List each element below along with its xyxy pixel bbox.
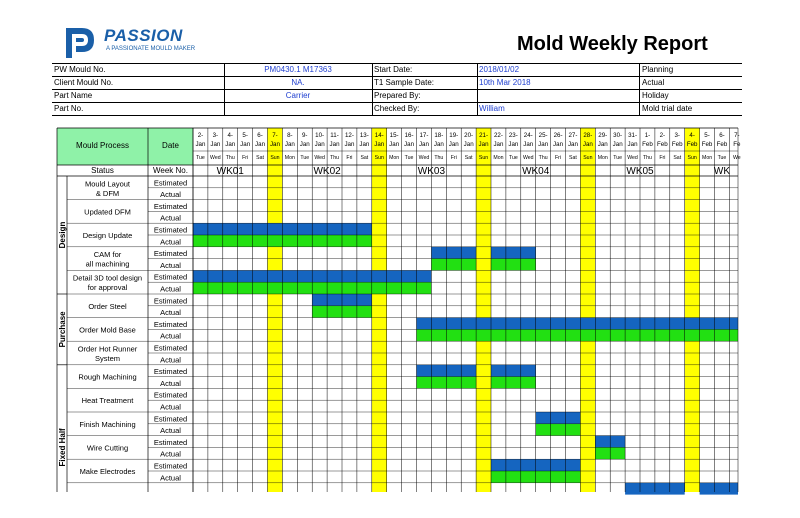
date-month: Jan (597, 141, 608, 148)
date-day-number: 2- (197, 132, 204, 139)
holiday-column (685, 128, 700, 492)
date-weekday: Mon (493, 155, 504, 161)
section-label: Purchase (58, 311, 67, 348)
date-month: Feb (657, 141, 668, 148)
row-type-actual: Actual (160, 355, 181, 365)
row-type-estimated: Estimated (153, 225, 188, 235)
date-month: Jan (582, 141, 593, 148)
date-month: Feb (671, 141, 683, 148)
date-month: Feb (716, 141, 728, 148)
date-day-number: 4- (689, 132, 695, 139)
date-weekday: Mon (597, 155, 608, 161)
part-no-label: Part No. (54, 104, 84, 113)
date-month: Jan (433, 141, 444, 148)
prepared-by-label: Prepared By: (374, 91, 421, 100)
date-month: Jan (567, 141, 578, 148)
date-month: Jan (374, 141, 385, 148)
date-day-number: 10- (315, 132, 325, 139)
process-name: Heat Treatment (81, 396, 134, 406)
part-name-label: Part Name (54, 91, 93, 100)
date-weekday: Sun (478, 155, 489, 161)
date-month: Jan (344, 141, 355, 148)
date-day-number: 1- (644, 132, 651, 139)
row-type-actual: Actual (160, 284, 181, 294)
date-day-number: 17- (419, 132, 429, 139)
date-weekday: Wed (210, 155, 221, 161)
row-type-actual: Actual (160, 473, 181, 483)
date-month: Feb (701, 141, 713, 148)
row-type-estimated: Estimated (153, 437, 188, 447)
actual-bar (536, 424, 581, 436)
estimated-bar (491, 247, 536, 259)
date-day-number: 23- (508, 132, 518, 139)
week-label: WK04 (522, 166, 550, 177)
row-type-estimated: Estimated (153, 272, 188, 282)
date-day-number: 5- (704, 132, 710, 139)
row-type-actual: Actual (160, 237, 181, 247)
date-month: Jan (299, 141, 310, 148)
date-month: Fe (733, 141, 741, 148)
date-day-number: 8- (287, 132, 293, 139)
date-weekday: Sat (673, 155, 682, 161)
process-name: Order Mold Base (79, 325, 136, 335)
row-type-actual: Actual (160, 449, 181, 459)
t1-sample-date-label: T1 Sample Date: (374, 78, 435, 87)
legend-actual: Actual (642, 78, 665, 87)
date-weekday: Thu (434, 155, 444, 161)
process-name: Order Steel (88, 301, 127, 311)
date-day-number: 15- (389, 132, 399, 139)
week-no-header: Week No. (153, 166, 188, 175)
t1-sample-date-value: 10th Mar 2018 (479, 78, 531, 87)
row-type-actual: Actual (160, 190, 181, 200)
actual-bar (491, 259, 536, 271)
date-weekday: Tue (196, 155, 205, 161)
date-month: Jan (359, 141, 370, 148)
date-day-number: 24- (523, 132, 533, 139)
date-month: Jan (314, 141, 325, 148)
date-month: Jan (478, 141, 489, 148)
date-day-number: 7- (272, 132, 278, 139)
date-day-number: 29- (598, 132, 608, 139)
date-weekday: Sun (374, 155, 384, 161)
week-label: WK05 (626, 166, 654, 177)
row-type-estimated: Estimated (153, 367, 188, 377)
row-type-estimated: Estimated (153, 249, 188, 259)
date-day-number: 20- (464, 132, 474, 139)
date-day-number: 14- (374, 132, 384, 139)
client-mould-label: Client Mould No. (54, 78, 114, 87)
week-label: WK02 (313, 166, 341, 177)
date-month: Jan (448, 141, 459, 148)
date-month: Jan (508, 141, 519, 148)
date-day-number: 12- (344, 132, 354, 139)
date-month: Feb (642, 141, 653, 148)
date-month: Jan (255, 141, 266, 148)
date-weekday: Wed (418, 155, 430, 161)
date-day-number: 11- (330, 132, 339, 139)
date-month: Jan (389, 141, 400, 148)
date-month: Jan (612, 141, 623, 148)
holiday-column (476, 128, 491, 492)
date-weekday: Wed (522, 155, 534, 161)
row-type-actual: Actual (160, 378, 181, 388)
date-weekday: Wed (314, 155, 325, 161)
date-day-number: 4- (227, 132, 234, 139)
date-header: Date (162, 141, 179, 150)
row-type-estimated: Estimated (153, 461, 188, 471)
process-name: all machining (85, 259, 130, 269)
date-day-number: 7- (734, 132, 740, 139)
date-weekday: Mon (702, 155, 713, 161)
date-weekday: Tue (300, 155, 310, 161)
date-month: Jan (538, 141, 549, 148)
estimated-bar (536, 412, 581, 424)
legend-planning: Planning (642, 65, 674, 74)
legend-mold-trial-date: Mold trial date (642, 104, 693, 113)
date-weekday: Sat (569, 155, 577, 161)
section-label: Design (58, 221, 67, 249)
date-weekday: Sat (360, 155, 369, 161)
date-month: Jan (627, 141, 638, 148)
date-weekday: We (733, 155, 741, 161)
date-month: Jan (418, 141, 429, 148)
date-day-number: 25- (538, 132, 548, 139)
date-day-number: 22- (493, 132, 503, 139)
process-name: Mould Layout (84, 179, 131, 189)
date-month: Feb (686, 141, 698, 148)
date-weekday: Tue (508, 155, 518, 161)
date-month: Jan (195, 141, 206, 148)
week-label: WK (713, 166, 731, 177)
date-weekday: Fri (346, 155, 353, 161)
process-name: Finish Machining (79, 419, 136, 429)
process-name: & DFM (95, 188, 120, 198)
date-weekday: Sat (464, 155, 473, 161)
week-label: WK01 (216, 166, 244, 177)
start-date-label: Start Date: (374, 65, 413, 74)
estimated-bar (417, 318, 739, 330)
estimated-bar (431, 247, 476, 259)
row-type-estimated: Estimated (153, 178, 188, 188)
date-day-number: 13- (359, 132, 369, 139)
date-weekday: Thu (330, 155, 340, 161)
client-mould-value: NA. (291, 78, 305, 87)
date-weekday: Sat (256, 155, 264, 161)
date-day-number: 28- (583, 132, 593, 139)
checked-by-value: William (479, 104, 505, 113)
row-type-actual: Actual (160, 260, 181, 270)
date-month: Jan (225, 141, 236, 148)
process-name: System (94, 354, 121, 363)
date-day-number: 6- (257, 132, 263, 139)
date-weekday: Thu (642, 155, 652, 161)
process-name: CAM for (93, 250, 122, 260)
date-month: Jan (463, 141, 474, 148)
date-weekday: Mon (389, 155, 400, 161)
date-weekday: Fri (555, 155, 562, 161)
checked-by-label: Checked By: (374, 104, 420, 113)
estimated-bar (700, 483, 738, 495)
date-day-number: 3- (212, 132, 219, 139)
row-type-actual: Actual (160, 402, 181, 412)
date-month: Jan (269, 141, 280, 148)
date-month: Jan (240, 141, 251, 148)
date-weekday: Mon (284, 155, 295, 161)
date-month: Jan (553, 141, 564, 148)
row-type-actual: Actual (160, 308, 181, 318)
row-type-actual: Actual (160, 426, 181, 436)
process-name: Order Hot Runner (77, 344, 138, 354)
legend-holiday: Holiday (642, 91, 669, 100)
actual-bar (417, 329, 739, 341)
date-day-number: 27- (568, 132, 578, 139)
date-day-number: 5- (242, 132, 248, 139)
start-date-value: 2018/01/02 (479, 65, 520, 74)
date-weekday: Wed (627, 155, 638, 161)
row-type-actual: Actual (160, 331, 181, 341)
actual-bar (491, 377, 536, 389)
date-weekday: Sun (687, 155, 697, 161)
mould-process-header: Mould Process (76, 141, 129, 150)
date-day-number: 30- (613, 132, 623, 139)
date-weekday: Thu (225, 155, 235, 161)
date-day-number: 3- (674, 132, 681, 139)
process-name: for approval (87, 283, 128, 293)
date-day-number: 18- (434, 132, 444, 139)
date-weekday: Fri (659, 155, 666, 161)
process-name: Rough Machining (78, 372, 137, 382)
date-day-number: 21- (479, 132, 489, 139)
row-type-estimated: Estimated (153, 201, 188, 211)
week-label: WK03 (417, 166, 446, 177)
logo-name: PASSION (104, 26, 183, 45)
row-type-estimated: Estimated (153, 319, 188, 329)
date-month: Jan (210, 141, 221, 148)
process-name: Make Electrodes (79, 467, 136, 476)
date-weekday: Fri (242, 155, 249, 161)
row-type-estimated: Estimated (153, 414, 188, 424)
date-day-number: 2- (659, 132, 666, 139)
date-day-number: 9- (301, 132, 308, 139)
process-name: Detail 3D tool design (72, 273, 143, 283)
date-day-number: 26- (553, 132, 563, 139)
row-type-actual: Actual (160, 213, 181, 223)
date-weekday: Fri (450, 155, 457, 161)
date-day-number: 31- (628, 132, 638, 139)
process-name: Updated DFM (84, 207, 131, 217)
date-weekday: Thu (538, 155, 548, 161)
date-day-number: 19- (449, 132, 459, 139)
holiday-column (372, 128, 387, 492)
status-header: Status (91, 166, 114, 175)
date-day-number: 6- (719, 132, 725, 139)
holiday-column (268, 128, 283, 492)
row-type-estimated: Estimated (153, 296, 188, 306)
process-name: Wire Cutting (86, 443, 129, 453)
date-month: Jan (523, 141, 534, 148)
actual-bar (431, 259, 476, 271)
date-weekday: Sun (270, 155, 280, 161)
holiday-column (580, 128, 595, 492)
row-type-estimated: Estimated (153, 343, 188, 353)
date-weekday: Tue (613, 155, 623, 161)
date-weekday: Tue (717, 155, 727, 161)
date-day-number: 16- (404, 132, 414, 139)
pw-mould-label: PW Mould No. (54, 65, 106, 74)
date-month: Jan (404, 141, 415, 148)
estimated-bar (491, 365, 536, 377)
date-weekday: Tue (404, 155, 414, 161)
part-name-value: Carrier (285, 91, 311, 100)
date-weekday: Sun (583, 155, 593, 161)
date-month: Jan (284, 141, 295, 148)
section-label: Fixed Half (58, 428, 67, 467)
process-name: Design Update (82, 231, 133, 240)
pw-mould-value: PM0430.1 M17363 (264, 65, 332, 74)
logo-tagline: A PASSIONATE MOULD MAKER (106, 46, 196, 52)
date-month: Jan (493, 141, 504, 148)
report-title: Mold Weekly Report (517, 33, 708, 55)
date-month: Jan (329, 141, 340, 148)
row-type-estimated: Estimated (153, 390, 188, 400)
